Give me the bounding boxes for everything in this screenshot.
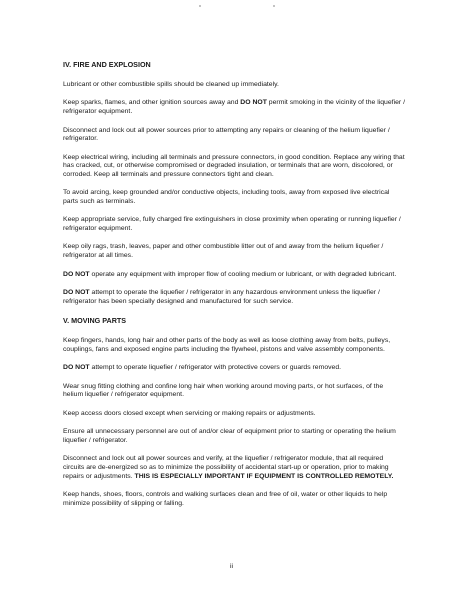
paragraph — [63, 337, 405, 354]
paragraph — [63, 154, 405, 180]
paragraph — [63, 271, 405, 280]
paragraph — [63, 455, 405, 481]
paragraph — [63, 81, 405, 90]
emphasis-text: DO NOT — [63, 364, 90, 372]
emphasis-text: DO NOT — [63, 270, 90, 278]
paragraph-text: Keep appropriate service, fully charged fire extinguishers in close proximity when operating or running liquefier / refrigerator equipment. — [63, 216, 401, 232]
paragraph — [63, 428, 405, 445]
section-heading: V. MOVING PARTS — [63, 316, 127, 326]
paragraph-text: permit smoking in the vicinity of the liquefier / refrigerator equipment. — [63, 99, 405, 116]
emphasis-text: THIS IS ESPECIALLY IMPORTANT IF EQUIPMENT IS CONTROLLED REMOTELY. — [134, 472, 394, 480]
paragraph-text: Wear snug fitting clothing and confine long hair when working around moving parts, or hot surfaces, of the helium liquefier / refrigerator equipment. — [63, 382, 384, 399]
page-number: ii — [229, 563, 234, 570]
paragraph — [63, 364, 405, 373]
scan-speck — [199, 5, 201, 7]
paragraph-text: operate any equipment with improper flow of cooling medium or lubricant, or with degraded lubricant. — [89, 270, 397, 278]
paragraph — [63, 127, 405, 144]
paragraph — [63, 189, 405, 206]
scan-speck — [273, 5, 275, 7]
paragraph-text: Ensure all unnecessary personnel are out of and/or clear of equipment prior to starting or operating the helium liquefier / refrigerator. — [63, 428, 396, 444]
paragraph — [63, 491, 405, 508]
paragraph-text: attempt to operate liquefier / refrigerator with protective covers or guards removed. — [89, 364, 342, 372]
paragraph-text: attempt to operate the liquefier / refrigerator in any hazardous environment unless the liquefier / refrigerator has been specially designed and manufactured for such service. — [63, 289, 380, 305]
paragraph — [63, 410, 405, 419]
paragraph — [63, 216, 405, 233]
paragraph-text: Keep hands, shoes, floors, controls and walking surfaces clean and free of oil, water or other liquids to help minimize possibility of slipping or falling. — [63, 490, 388, 507]
paragraph — [63, 383, 405, 400]
paragraph — [63, 289, 405, 306]
emphasis-text: DO NOT — [240, 99, 267, 107]
paragraph-text: Keep sparks, flames, and other ignition sources away and — [63, 99, 241, 107]
paragraph-text: Keep oily rags, trash, leaves, paper and other combustible litter out of and away from the helium liquefier / refrigerator at all times. — [63, 243, 384, 260]
paragraph-text: To avoid arcing, keep grounded and/or conductive objects, including tools, away from exposed live electrical parts such as terminals. — [63, 189, 390, 205]
emphasis-text: DO NOT — [63, 289, 90, 297]
paragraph-text: Keep fingers, hands, long hair and other parts of the body as well as loose clothing away from belts, pulleys, couplings, fans and exposed engine parts including the flywheel, pistons and valve assembly components. — [63, 337, 391, 353]
paragraph-text: Lubricant or other combustible spills should be cleaned up immediately. — [63, 81, 279, 88]
paragraph-text: Disconnect and lock out all power sources and verify, at the liquefier / refrigerator module, that all required circuits are de-energized so as to minimize the possibility of accidental start-up or operation, prior to making repairs or adjustments. — [63, 455, 389, 480]
paragraph-text: Keep electrical wiring, including all terminals and pressure connectors, in good condition. Replace any wiring that has cracked, cut, or otherwise compromised or degraded insulation, or terminals that are worn, discolored, or corroded. Keep all terminals and pressure connectors tight and clean. — [63, 153, 405, 178]
paragraph — [63, 99, 405, 116]
paragraph — [63, 243, 405, 260]
document-body — [63, 60, 405, 518]
paragraph-text: Keep access doors closed except when servicing or making repairs or adjustments. — [63, 409, 316, 417]
paragraph-text: Disconnect and lock out all power sources prior to attempting any repairs or cleaning of the helium liquefier / refrigerator. — [63, 126, 390, 143]
section-heading: IV. FIRE AND EXPLOSION — [63, 60, 151, 69]
